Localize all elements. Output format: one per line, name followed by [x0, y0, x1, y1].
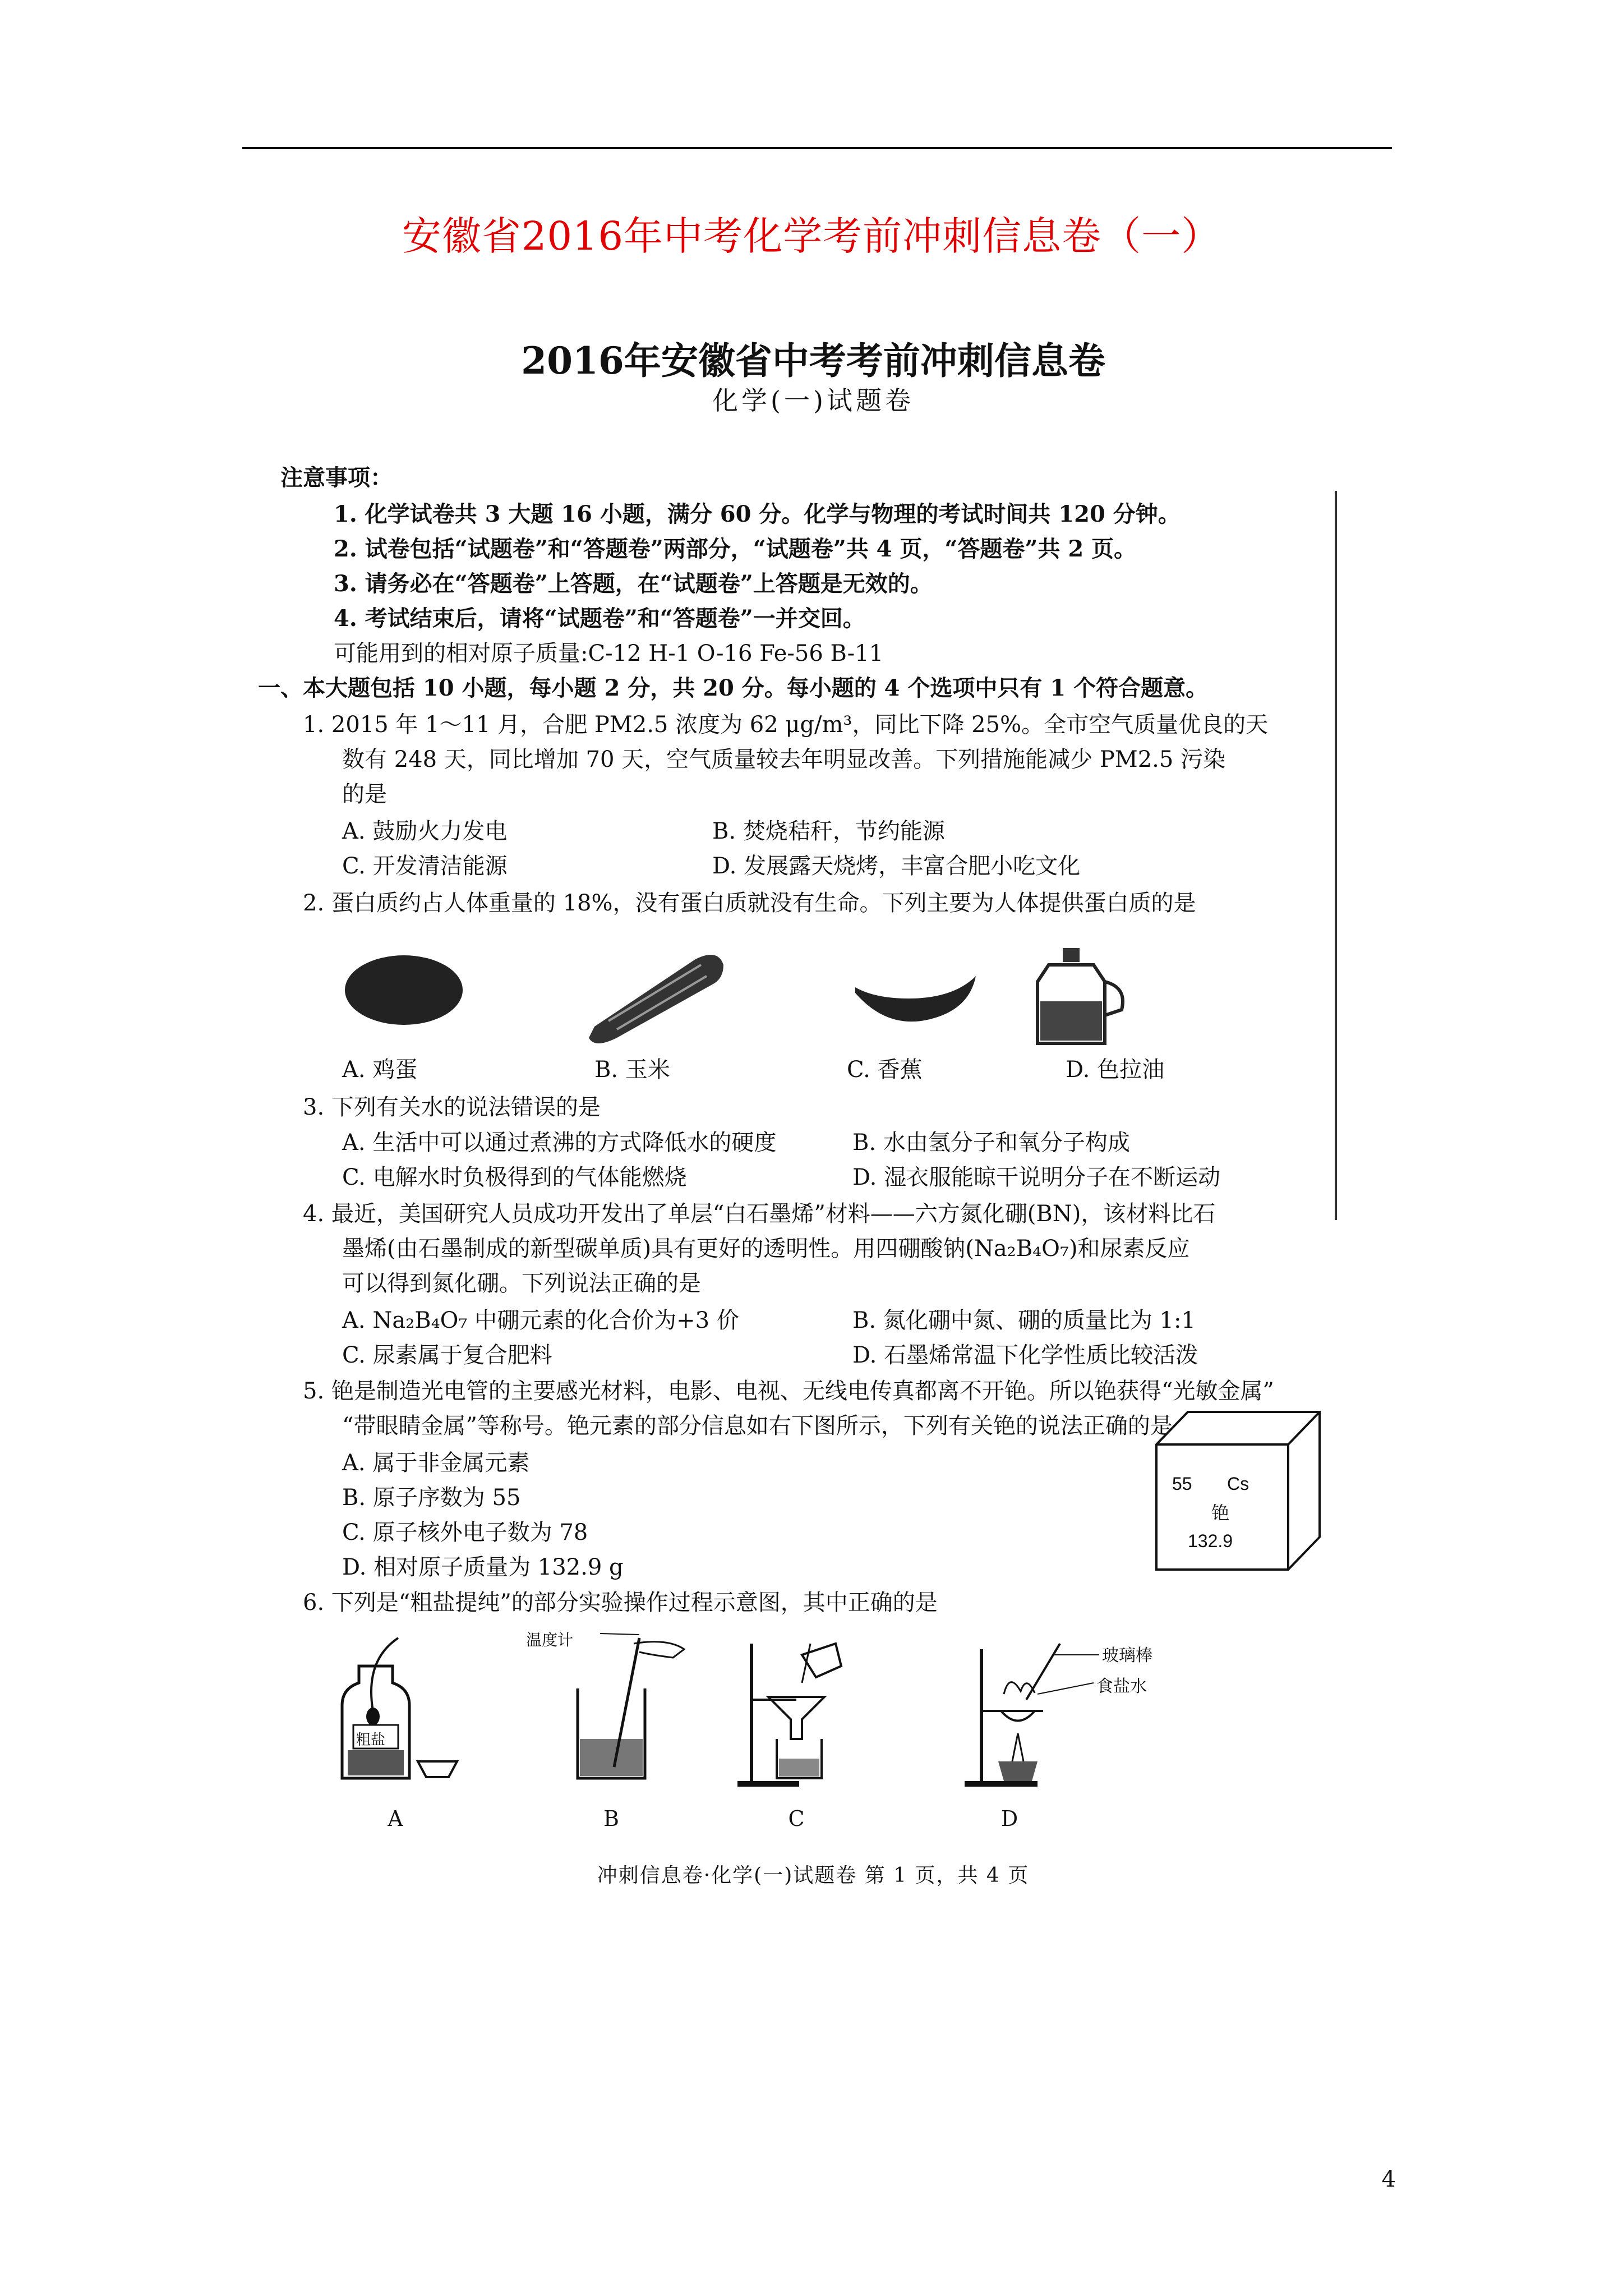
- thermometer-label: 温度计: [526, 1631, 574, 1649]
- apparatus-label-b: B: [603, 1806, 619, 1831]
- q3-stem: 3. 下列有关水的说法错误的是: [303, 1094, 601, 1120]
- egg-image: [345, 955, 463, 1025]
- q5-option-a: A. 属于非金属元素: [342, 1450, 530, 1476]
- page-number: 4: [1381, 2166, 1396, 2192]
- q1-option-d: D. 发展露天烧烤，丰富合肥小吃文化: [712, 853, 1081, 879]
- paper-footer: 冲刺信息卷·化学(一)试题卷 第 1 页，共 4 页: [597, 1864, 1030, 1887]
- notice-item-1: 1. 化学试卷共 3 大题 16 小题，满分 60 分。化学与物理的考试时间共 120 分钟。: [334, 501, 1181, 527]
- q4-option-c: C. 尿素属于复合肥料: [342, 1342, 552, 1368]
- q2-option-b: B. 玉米: [594, 1057, 670, 1083]
- q4-option-b: B. 氮化硼中氮、硼的质量比为 1:1: [852, 1308, 1196, 1333]
- document-title: 安徽省2016年中考化学考前冲刺信息卷（一）: [402, 213, 1221, 259]
- top-rule: [242, 147, 1392, 149]
- q4-option-a: A. Na₂B₄O₇ 中硼元素的化合价为+3 价: [342, 1308, 739, 1333]
- q6-stem: 6. 下列是“粗盐提纯”的部分实验操作过程示意图，其中正确的是: [303, 1590, 938, 1616]
- q5-option-c: C. 原子核外电子数为 78: [342, 1520, 588, 1545]
- apparatus-c-filtration: [737, 1644, 841, 1787]
- q1-option-b: B. 焚烧秸秆，节约能源: [712, 818, 945, 844]
- q1-stem-line-1: 1. 2015 年 1～11 月，合肥 PM2.5 浓度为 62 μg/m³，同比下降 25%。全市空气质量优良的天: [303, 712, 1269, 738]
- paper-subtitle: 化学(一)试题卷: [712, 385, 914, 416]
- q2-option-d: D. 色拉油: [1066, 1057, 1165, 1083]
- q2-option-c: C. 香蕉: [847, 1057, 923, 1083]
- apparatus-label-d: D: [1000, 1806, 1018, 1831]
- q4-stem-line-3: 可以得到氮化硼。下列说法正确的是: [342, 1271, 701, 1296]
- q5-stem-line-2: “带眼睛金属”等称号。铯元素的部分信息如右下图所示，下列有关铯的说法正确的是: [342, 1413, 1173, 1439]
- element-number: 55: [1172, 1474, 1192, 1494]
- apparatus-d-evaporation: [965, 1644, 1099, 1787]
- q1-stem-line-2: 数有 248 天，同比增加 70 天，空气质量较去年明显改善。下列措施能减少 PM2.5 污染: [342, 747, 1226, 772]
- q2-food-pictures: [280, 937, 1346, 1049]
- q4-stem-line-2: 墨烯(由石墨制成的新型碳单质)具有更好的透明性。用四硼酸钠(Na₂B₄O₇)和尿素反应: [342, 1236, 1190, 1262]
- q2-option-a: A. 鸡蛋: [342, 1057, 418, 1083]
- q1-option-a: A. 鼓励火力发电: [342, 818, 508, 844]
- atomic-masses: 可能用到的相对原子质量:C-12 H-1 O-16 Fe-56 B-11: [334, 641, 884, 666]
- apparatus-label-c: C: [788, 1806, 805, 1831]
- q1-stem-line-3: 的是: [342, 781, 387, 807]
- q5-option-d: D. 相对原子质量为 132.9 g: [342, 1554, 624, 1580]
- notice-item-3: 3. 请务必在“答题卷”上答题，在“试题卷”上答题是无效的。: [334, 570, 933, 597]
- q4-option-d: D. 石墨烯常温下化学性质比较活泼: [852, 1342, 1198, 1368]
- q3-option-c: C. 电解水时负极得到的气体能燃烧: [342, 1165, 687, 1190]
- notice-heading: 注意事项：: [280, 464, 393, 491]
- paper-title: 2016年安徽省中考考前冲刺信息卷: [521, 339, 1105, 383]
- scan-edge-line: [1335, 491, 1337, 1220]
- notice-item-4: 4. 考试结束后，请将“试题卷”和“答题卷”一并交回。: [334, 605, 865, 632]
- q3-option-b: B. 水由氢分子和氧分子构成: [852, 1130, 1130, 1156]
- salt-water-label: 食盐水: [1096, 1677, 1147, 1696]
- q5-stem-line-1: 5. 铯是制造光电管的主要感光材料，电影、电视、无线电传真都离不开铯。所以铯获得“光敏金属”: [303, 1378, 1274, 1404]
- element-symbol: Cs: [1227, 1474, 1249, 1494]
- exam-paper-scan: [258, 314, 1346, 1896]
- element-mass: 132.9: [1188, 1531, 1233, 1551]
- section-1-heading: 一、本大题包括 10 小题，每小题 2 分，共 20 分。每小题的 4 个选项中只有 1 个符合题意。: [258, 675, 1209, 701]
- notice-item-2: 2. 试卷包括“试题卷”和“答题卷”两部分，“试题卷”共 4 页，“答题卷”共 2 页。: [334, 536, 1137, 562]
- corn-image: [589, 955, 723, 1043]
- q3-option-d: D. 湿衣服能晾干说明分子在不断运动: [852, 1165, 1221, 1190]
- q6-apparatus-diagram: [280, 1627, 1346, 1795]
- q2-stem: 2. 蛋白质约占人体重量的 18%，没有蛋白质就没有生命。下列主要为人体提供蛋白质的是: [303, 890, 1196, 916]
- banana-image: [855, 976, 976, 1022]
- apparatus-a-reagent-jar: [342, 1638, 457, 1778]
- glass-rod-label: 玻璃棒: [1102, 1646, 1152, 1665]
- apparatus-b-beaker-thermometer: [578, 1634, 684, 1778]
- apparatus-label-a: A: [388, 1806, 403, 1831]
- element-name: 铯: [1211, 1502, 1230, 1524]
- q5-option-b: B. 原子序数为 55: [342, 1485, 521, 1511]
- q1-option-c: C. 开发清洁能源: [342, 853, 508, 879]
- q3-option-a: A. 生活中可以通过煮沸的方式降低水的硬度: [342, 1130, 777, 1156]
- q4-stem-line-1: 4. 最近，美国研究人员成功开发出了单层“白石墨烯”材料——六方氮化硼(BN)，该材料比石: [303, 1201, 1216, 1227]
- oil-bottle-image: [1038, 948, 1123, 1043]
- cesium-element-card: [1155, 1411, 1321, 1571]
- jar-label: 粗盐: [356, 1732, 386, 1749]
